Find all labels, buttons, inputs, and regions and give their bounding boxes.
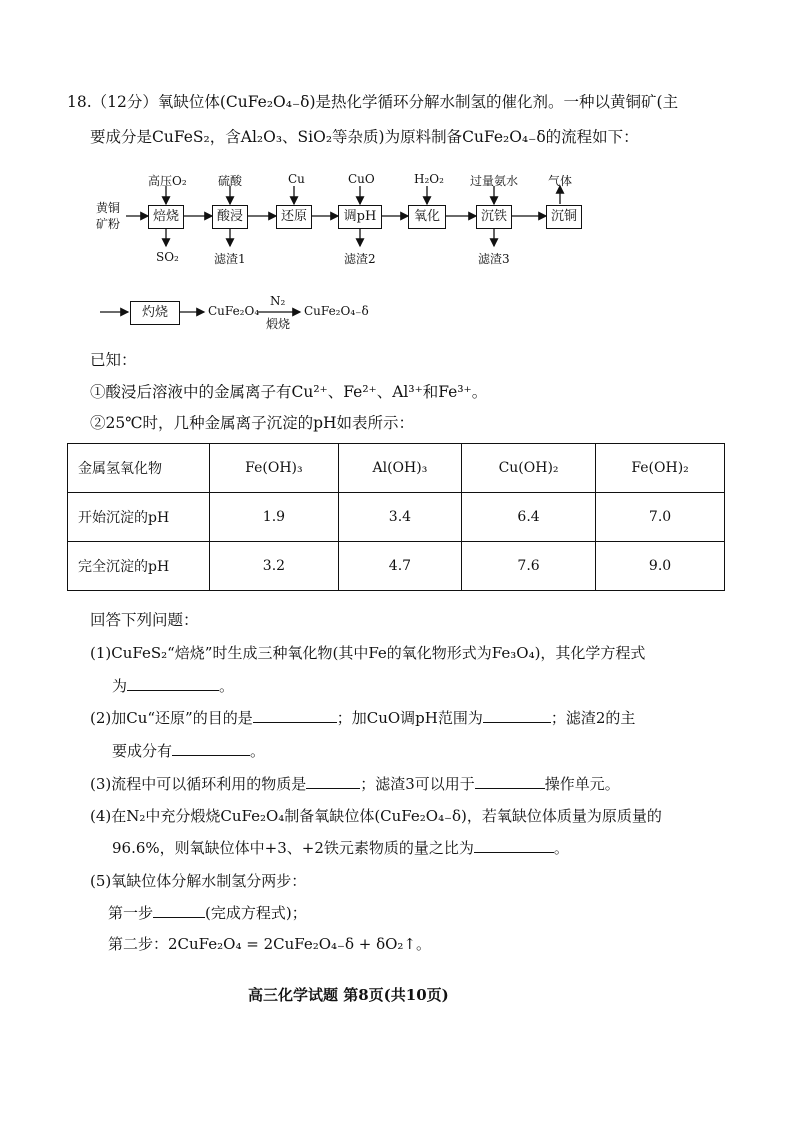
question-intro-line2: 要成分是CuFeS₂，含Al₂O₃、SiO₂等杂质)为原料制备CuFe₂O₄₋δ的流程如下：: [90, 128, 639, 146]
q3-operation-blank[interactable]: [475, 774, 545, 789]
q1-line2: [112, 676, 234, 696]
q3-prefix: (3)流程中可以循环利用的物质是: [90, 775, 307, 793]
table-row: [68, 493, 725, 542]
q4-line1: (4)在N₂中充分煅烧CuFe₂O₄制备氧缺位体(CuFe₂O₄₋δ)，若氧缺位体质量为原质量的: [90, 807, 662, 825]
q2-line2: [112, 741, 265, 761]
q2-purpose-blank[interactable]: [253, 708, 337, 723]
flow-input-cu: Cu: [288, 172, 305, 186]
flow-input-cuo: CuO: [348, 172, 375, 186]
flow-raw-material: [96, 200, 120, 232]
flow-output-residue2: 滤渣2: [344, 252, 376, 266]
q1-suffix: 。: [219, 677, 235, 695]
flow-step-reduce: 还原: [276, 205, 312, 229]
q5-step1-suffix: (完成方程式)；: [205, 904, 307, 922]
table-header-cell: Fe(OH)₃: [210, 444, 339, 493]
known-title: 已知：: [90, 351, 137, 369]
ph-table: [67, 443, 725, 591]
flow-step-acid-leach: 酸浸: [212, 205, 248, 229]
flow-input-acid: 硫酸: [218, 174, 243, 188]
q3-recycle-blank[interactable]: [306, 774, 360, 789]
q4-ratio-blank[interactable]: [474, 838, 554, 853]
q5-step2: 第二步：2CuFe₂O₄ = 2CuFe₂O₄₋δ + δO₂↑。: [108, 935, 432, 953]
flow-step-precip-fe: 沉铁: [476, 205, 512, 229]
page-footer: 高三化学试题 第8页(共10页): [248, 986, 449, 1004]
flow-output-residue1: 滤渣1: [214, 252, 246, 266]
q5-equation-blank[interactable]: [153, 903, 205, 918]
flow-input-ammonia: 过量氨水: [470, 174, 519, 188]
table-header-cell: 金属氢氧化物: [68, 444, 210, 493]
q1-answer-blank[interactable]: [127, 676, 219, 691]
q2-suffix: ；滤渣2的主: [550, 709, 636, 727]
q3-mid: ；滤渣3可以用于: [360, 775, 475, 793]
q3-line: [90, 774, 620, 794]
table-cell: 7.6: [462, 542, 596, 591]
flow-product-cufe2o4: CuFe₂O₄: [208, 304, 260, 318]
q5-line: (5)氧缺位体分解水制氢分两步：: [90, 872, 307, 890]
table-row-label: 开始沉淀的pH: [68, 493, 210, 542]
q5-step1-prefix: 第一步: [108, 904, 154, 922]
table-header-cell: Al(OH)₃: [338, 444, 461, 493]
q2-ph-range-blank[interactable]: [483, 708, 551, 723]
q2-residue-blank[interactable]: [172, 741, 250, 756]
q4-line2: [112, 838, 569, 858]
table-cell: 9.0: [596, 542, 725, 591]
q2b-prefix: 要成分有: [112, 742, 173, 760]
q5-step1: [108, 903, 307, 923]
table-cell: 7.0: [596, 493, 725, 542]
table-cell: 3.4: [338, 493, 461, 542]
flow-output-so2: SO₂: [156, 250, 179, 264]
table-row: [68, 542, 725, 591]
flow-step-adjust-ph: 调pH: [338, 205, 382, 229]
q2-mid: ；加CuO调pH范围为: [336, 709, 483, 727]
flow-raw-line1: 黄铜: [96, 201, 121, 215]
table-cell: 1.9: [210, 493, 339, 542]
flow-step-calcine: 灼烧: [130, 301, 180, 325]
answer-title: 回答下列问题：: [90, 611, 199, 629]
q4-suffix: 。: [553, 839, 569, 857]
q2-line1: [90, 708, 635, 728]
table-row-label: 完全沉淀的pH: [68, 542, 210, 591]
q3-suffix: 操作单元。: [544, 775, 620, 793]
question-intro-line1: 18.（12分）氧缺位体(CuFe₂O₄₋δ)是热化学循环分解水制氢的催化剂。一种以黄铜矿(主: [67, 93, 679, 111]
q1-line1: (1)CuFeS₂“焙烧”时生成三种氧化物(其中Fe的氧化物形式为Fe₃O₄)，其化学方程式: [90, 644, 646, 662]
flow-output-gas: 气体: [548, 174, 573, 188]
flow-raw-line2: 矿粉: [96, 217, 121, 231]
flow-input-h2o2: H₂O₂: [414, 172, 444, 186]
table-header-row: [68, 444, 725, 493]
q2-prefix: (2)加Cu“还原”的目的是: [90, 709, 253, 727]
flow-step-roast: 焙烧: [148, 205, 184, 229]
table-cell: 3.2: [210, 542, 339, 591]
q4-prefix: 96.6%，则氧缺位体中+3、+2铁元素物质的量之比为: [112, 839, 474, 857]
flow-cond-calcine: 煅烧: [266, 317, 291, 331]
known-item1: ①酸浸后溶液中的金属离子有Cu²⁺、Fe²⁺、Al³⁺和Fe³⁺。: [90, 383, 488, 401]
flow-cond-n2: N₂: [270, 294, 286, 308]
table-cell: 4.7: [338, 542, 461, 591]
flow-product-final: CuFe₂O₄₋δ: [304, 304, 369, 318]
flow-output-residue3: 滤渣3: [478, 252, 510, 266]
flow-step-precip-cu: 沉铜: [546, 205, 582, 229]
known-item2: ②25℃时，几种金属离子沉淀的pH如表所示：: [90, 414, 415, 432]
table-cell: 6.4: [462, 493, 596, 542]
flow-input-o2: 高压O₂: [148, 174, 187, 188]
table-header-cell: Fe(OH)₂: [596, 444, 725, 493]
flow-diagram: [90, 170, 610, 340]
q1-prefix: 为: [112, 677, 128, 695]
q2b-suffix: 。: [250, 742, 266, 760]
flow-step-oxidize: 氧化: [408, 205, 446, 229]
table-header-cell: Cu(OH)₂: [462, 444, 596, 493]
